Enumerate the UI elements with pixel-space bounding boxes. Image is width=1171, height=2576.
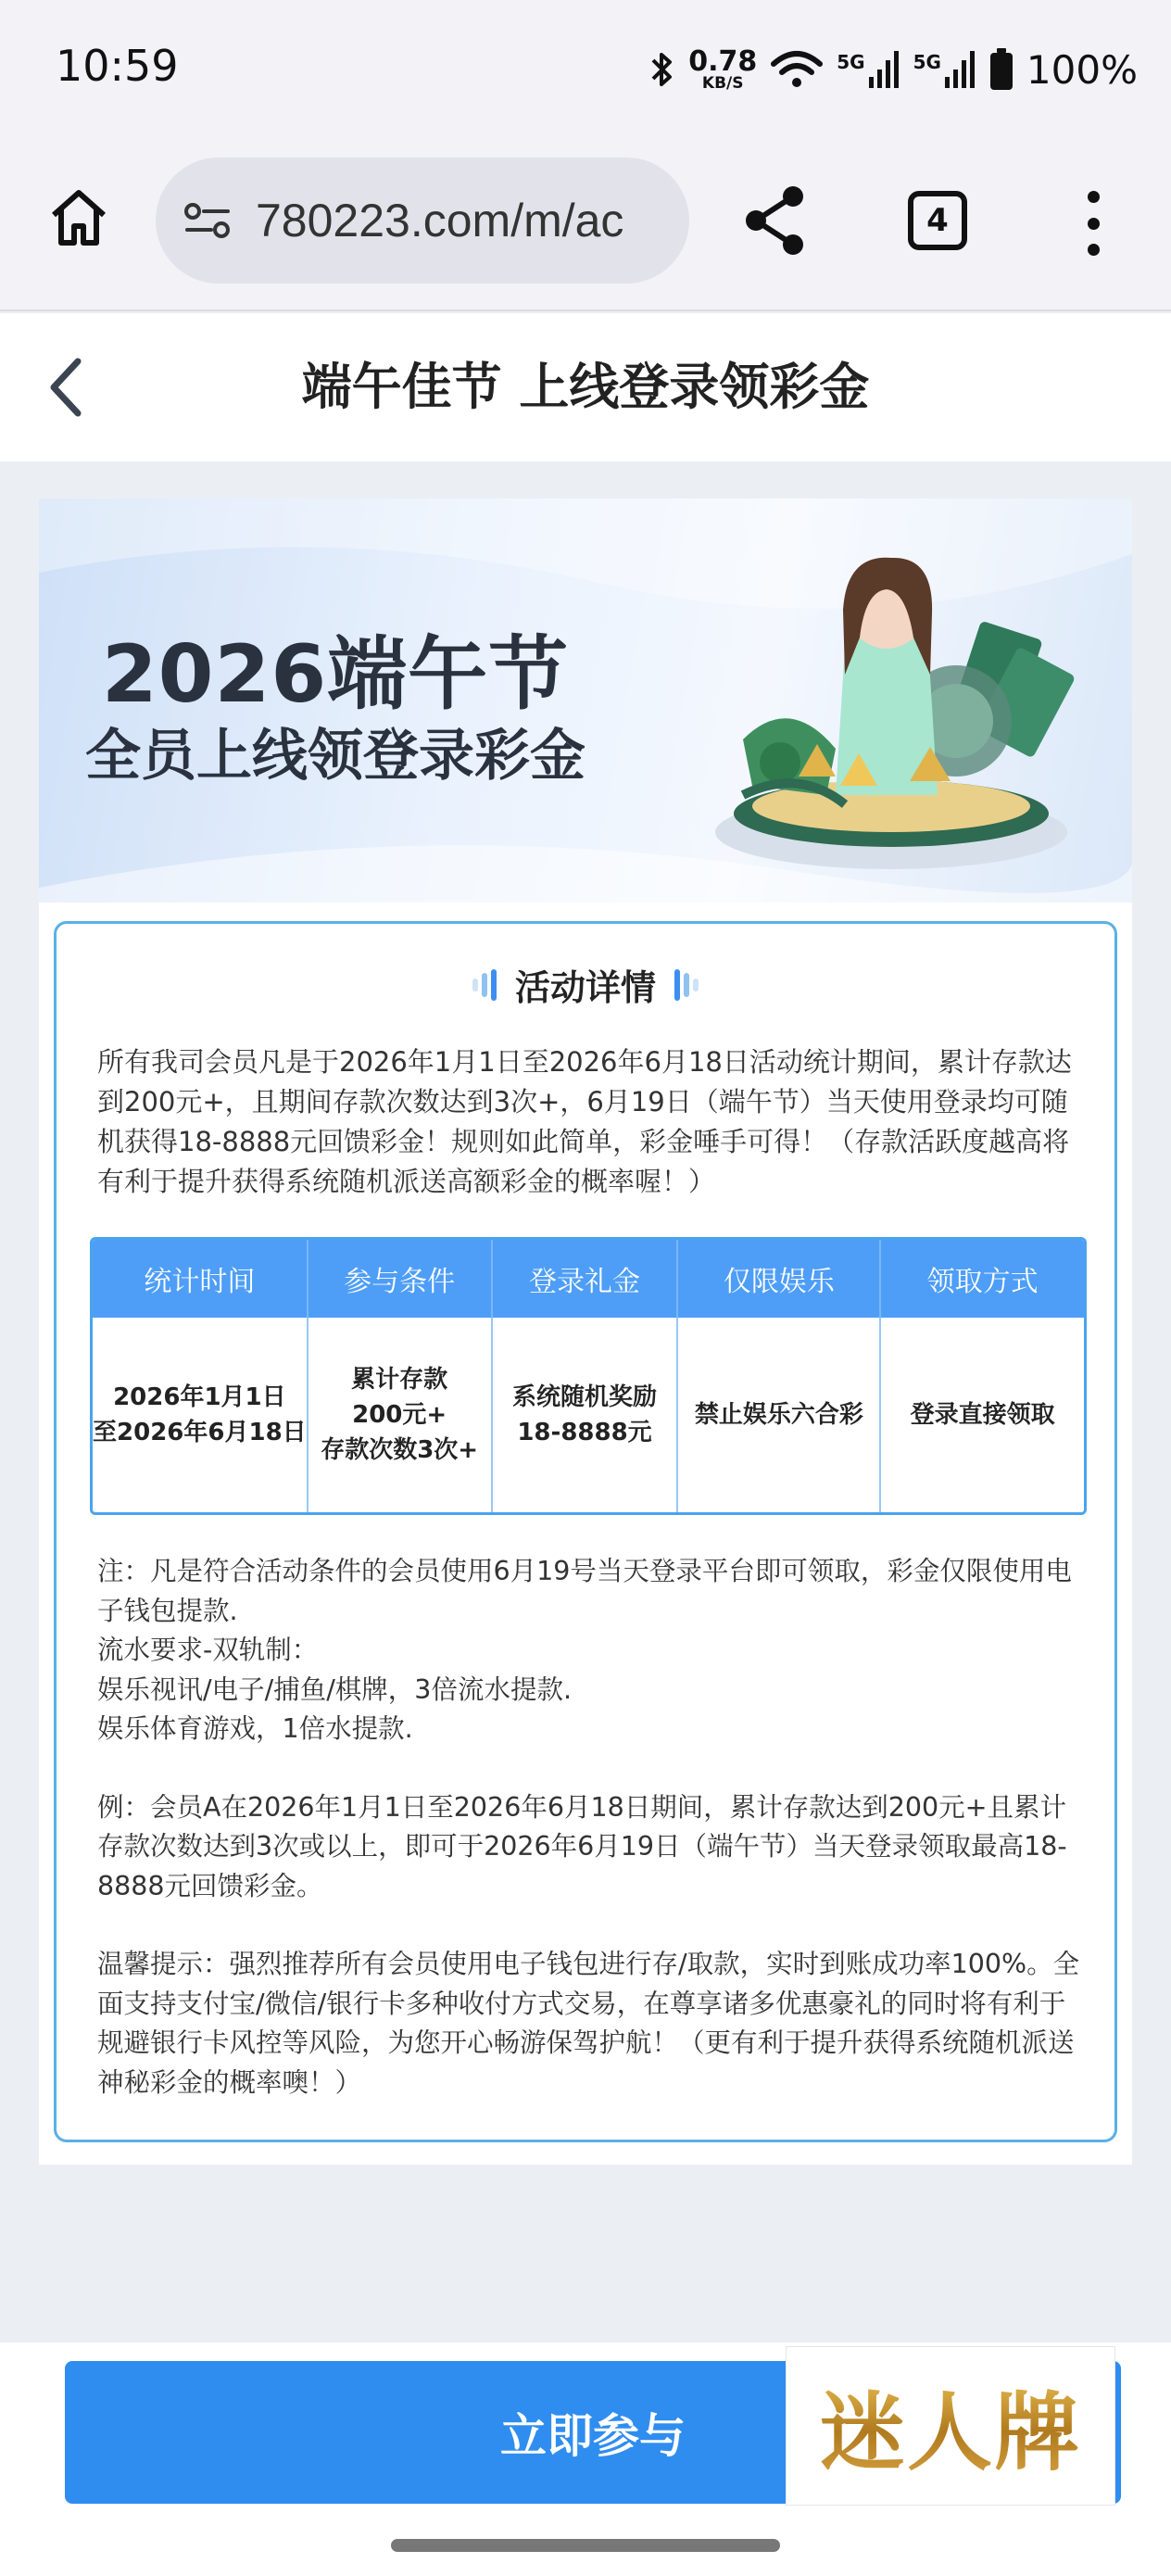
activity-intro: 所有我司会员凡是于2026年1月1日至2026年6月18日活动统计期间，累计存款达到200元+，且期间存款次数达到3次+，6月19日（端午节）当天使用登录均可随机获得18-8888元回馈彩金！规则如此简单，彩金唾手可得！（存款活跃度越高将有利于提升获得系统随机派送高额彩金的概率喔！）: [97, 1046, 1072, 1197]
brand-watermark: [786, 2346, 1115, 2506]
promo-banner: [39, 499, 1132, 903]
activity-detail-card: [54, 921, 1117, 2142]
note-text: 娱乐体育游戏，1倍水提款.: [97, 1713, 413, 1744]
festival-illustration: [687, 536, 1095, 888]
page-title: 端午佳节 上线登录领彩金: [301, 358, 870, 416]
activity-table: [90, 1237, 1087, 1515]
heading-decoration-left: [472, 969, 497, 1001]
signal-bars-icon: [869, 51, 900, 88]
banner-title: 2026端午节: [101, 628, 570, 721]
table-header-cell: 统计时间: [93, 1240, 308, 1318]
battery-icon: [989, 48, 1014, 91]
wifi-icon: [770, 49, 824, 90]
signal-strength-2: 5G: [913, 51, 976, 88]
more-menu-icon[interactable]: [1075, 191, 1112, 256]
table-cell: 系统随机奖励 18-8888元: [493, 1318, 679, 1512]
signal-bars-icon: [945, 51, 976, 88]
network-speed: 0.78 KB/S: [688, 44, 758, 93]
table-cell: 登录直接领取: [910, 1401, 1055, 1429]
banner-subtitle: 全员上线领登录彩金: [85, 724, 586, 789]
status-time: 10:59: [56, 41, 179, 91]
back-arrow-icon[interactable]: [41, 350, 96, 424]
tab-switcher-button[interactable]: 4: [908, 191, 967, 250]
table-cell: 2026年1月1日 至2026年6月18日: [93, 1318, 308, 1512]
table-header-row: [93, 1240, 1084, 1318]
example-text: 例：会员A在2026年1月1日至2026年6月18日期间，累计存款达到200元+且累计存款次数达到3次或以上，即可于2026年6月19日（端午节）当天登录领取最高18-8888元回馈彩金。: [97, 1791, 1067, 1901]
note-text: 流水要求-双轨制：: [97, 1635, 319, 1665]
table-header-cell: 登录礼金: [493, 1240, 679, 1318]
signal-strength-1: 5G: [837, 51, 900, 88]
home-icon[interactable]: [46, 185, 111, 250]
note-text: 注：凡是符合活动条件的会员使用6月19号当天登录平台即可领取，彩金仅限使用电子钱包提款.: [97, 1556, 1072, 1626]
table-header-cell: 仅限娱乐: [678, 1240, 881, 1318]
table-cell: 累计存款 200元+ 存款次数3次+: [308, 1318, 493, 1512]
section-title: 活动详情: [514, 967, 656, 1008]
tip-text: 温馨提示：强烈推荐所有会员使用电子钱包进行存/取款，实时到账成功率100%。全面支持支付宝/微信/银行卡多种收付方式交易，在尊享诸多优惠豪礼的同时将有利于规避银行卡风控等风险，为您开心畅游保驾护航！（更有利于提升获得系统随机派送神秘彩金的概率噢！）: [97, 1949, 1080, 2098]
heading-decoration-right: [674, 969, 699, 1001]
join-now-button[interactable]: 立即参与: [65, 2361, 1121, 2504]
table-header-cell: 参与条件: [308, 1240, 493, 1318]
status-icons: [649, 37, 1138, 102]
gesture-navigation-bar[interactable]: [391, 2539, 780, 2552]
bluetooth-icon: [649, 49, 675, 90]
page-header: [0, 313, 1171, 461]
browser-toolbar: [0, 139, 1171, 311]
status-bar: [0, 0, 1171, 139]
section-heading: [57, 959, 1114, 1010]
note-text: 娱乐视讯/电子/捕鱼/棋牌，3倍流水提款.: [97, 1673, 572, 1705]
activity-notes: [97, 1552, 1083, 2102]
promotion-content: [39, 499, 1132, 2165]
table-header-cell: 领取方式: [926, 1266, 1039, 1298]
address-bar[interactable]: [156, 158, 689, 284]
brand-logo: 迷人牌: [820, 2365, 1081, 2487]
table-cell: 禁止娱乐六合彩: [678, 1318, 881, 1512]
url-text[interactable]: 780223.com/m/ac: [256, 195, 624, 246]
battery-level: 100%: [1026, 46, 1138, 93]
share-icon[interactable]: [741, 183, 810, 258]
table-row: [93, 1318, 1084, 1512]
site-settings-icon[interactable]: [183, 202, 232, 239]
